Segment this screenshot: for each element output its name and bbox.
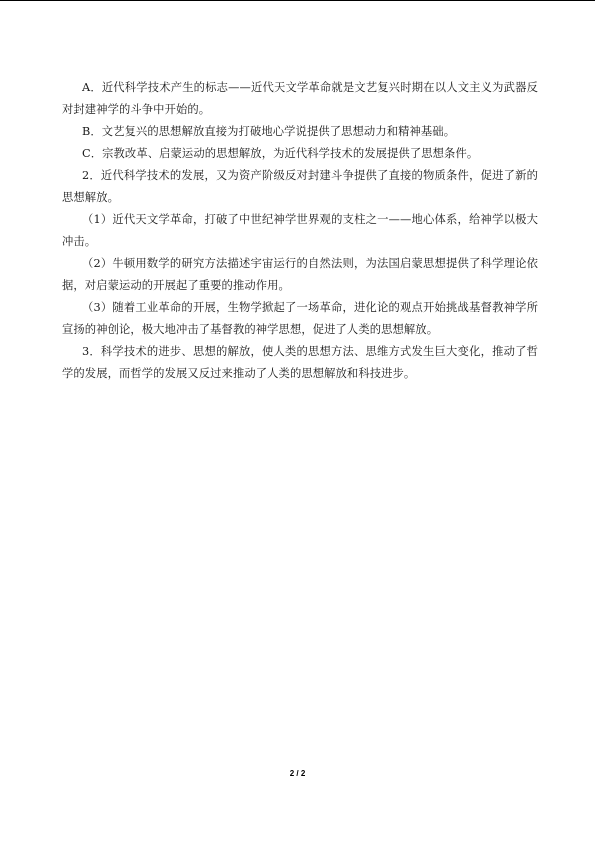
option-b-paragraph: B．文艺复兴的思想解放直接为打破地心学说提供了思想动力和精神基础。 (82, 125, 456, 138)
page-number: 2 / 2 (289, 769, 306, 778)
option-a-paragraph: A．近代科学技术产生的标志——近代天文学革命就是文艺复兴时期在以人文主义为武器反对封建神学的斗争中开始的。 (62, 81, 538, 116)
header-rule (0, 0, 595, 1)
point-3-paragraph: 3．科学技术的进步、思想的解放，使人类的思想方法、思维方式发生巨大变化，推动了哲学的发展，而哲学的发展又反过来推动了人类的思想解放和科技进步。 (62, 345, 538, 380)
point-2-2-paragraph: （2）牛顿用数学的研究方法描述宇宙运行的自然法则，为法国启蒙思想提供了科学理论依据，对启蒙运动的开展起了重要的推动作用。 (62, 257, 538, 292)
option-c-paragraph: C．宗教改革、启蒙运动的思想解放，为近代科学技术的发展提供了思想条件。 (82, 147, 479, 160)
document-body (62, 77, 538, 385)
point-2-3-paragraph: （3）随着工业革命的开展，生物学掀起了一场革命，进化论的观点开始挑战基督教神学所宣扬的神创论，极大地冲击了基督教的神学思想，促进了人类的思想解放。 (62, 301, 538, 336)
point-2-paragraph: 2．近代科学技术的发展，又为资产阶级反对封建斗争提供了直接的物质条件，促进了新的思想解放。 (62, 169, 538, 204)
point-2-1-paragraph: （1）近代天文学革命，打破了中世纪神学世界观的支柱之一——地心体系，给神学以极大冲击。 (62, 213, 538, 248)
